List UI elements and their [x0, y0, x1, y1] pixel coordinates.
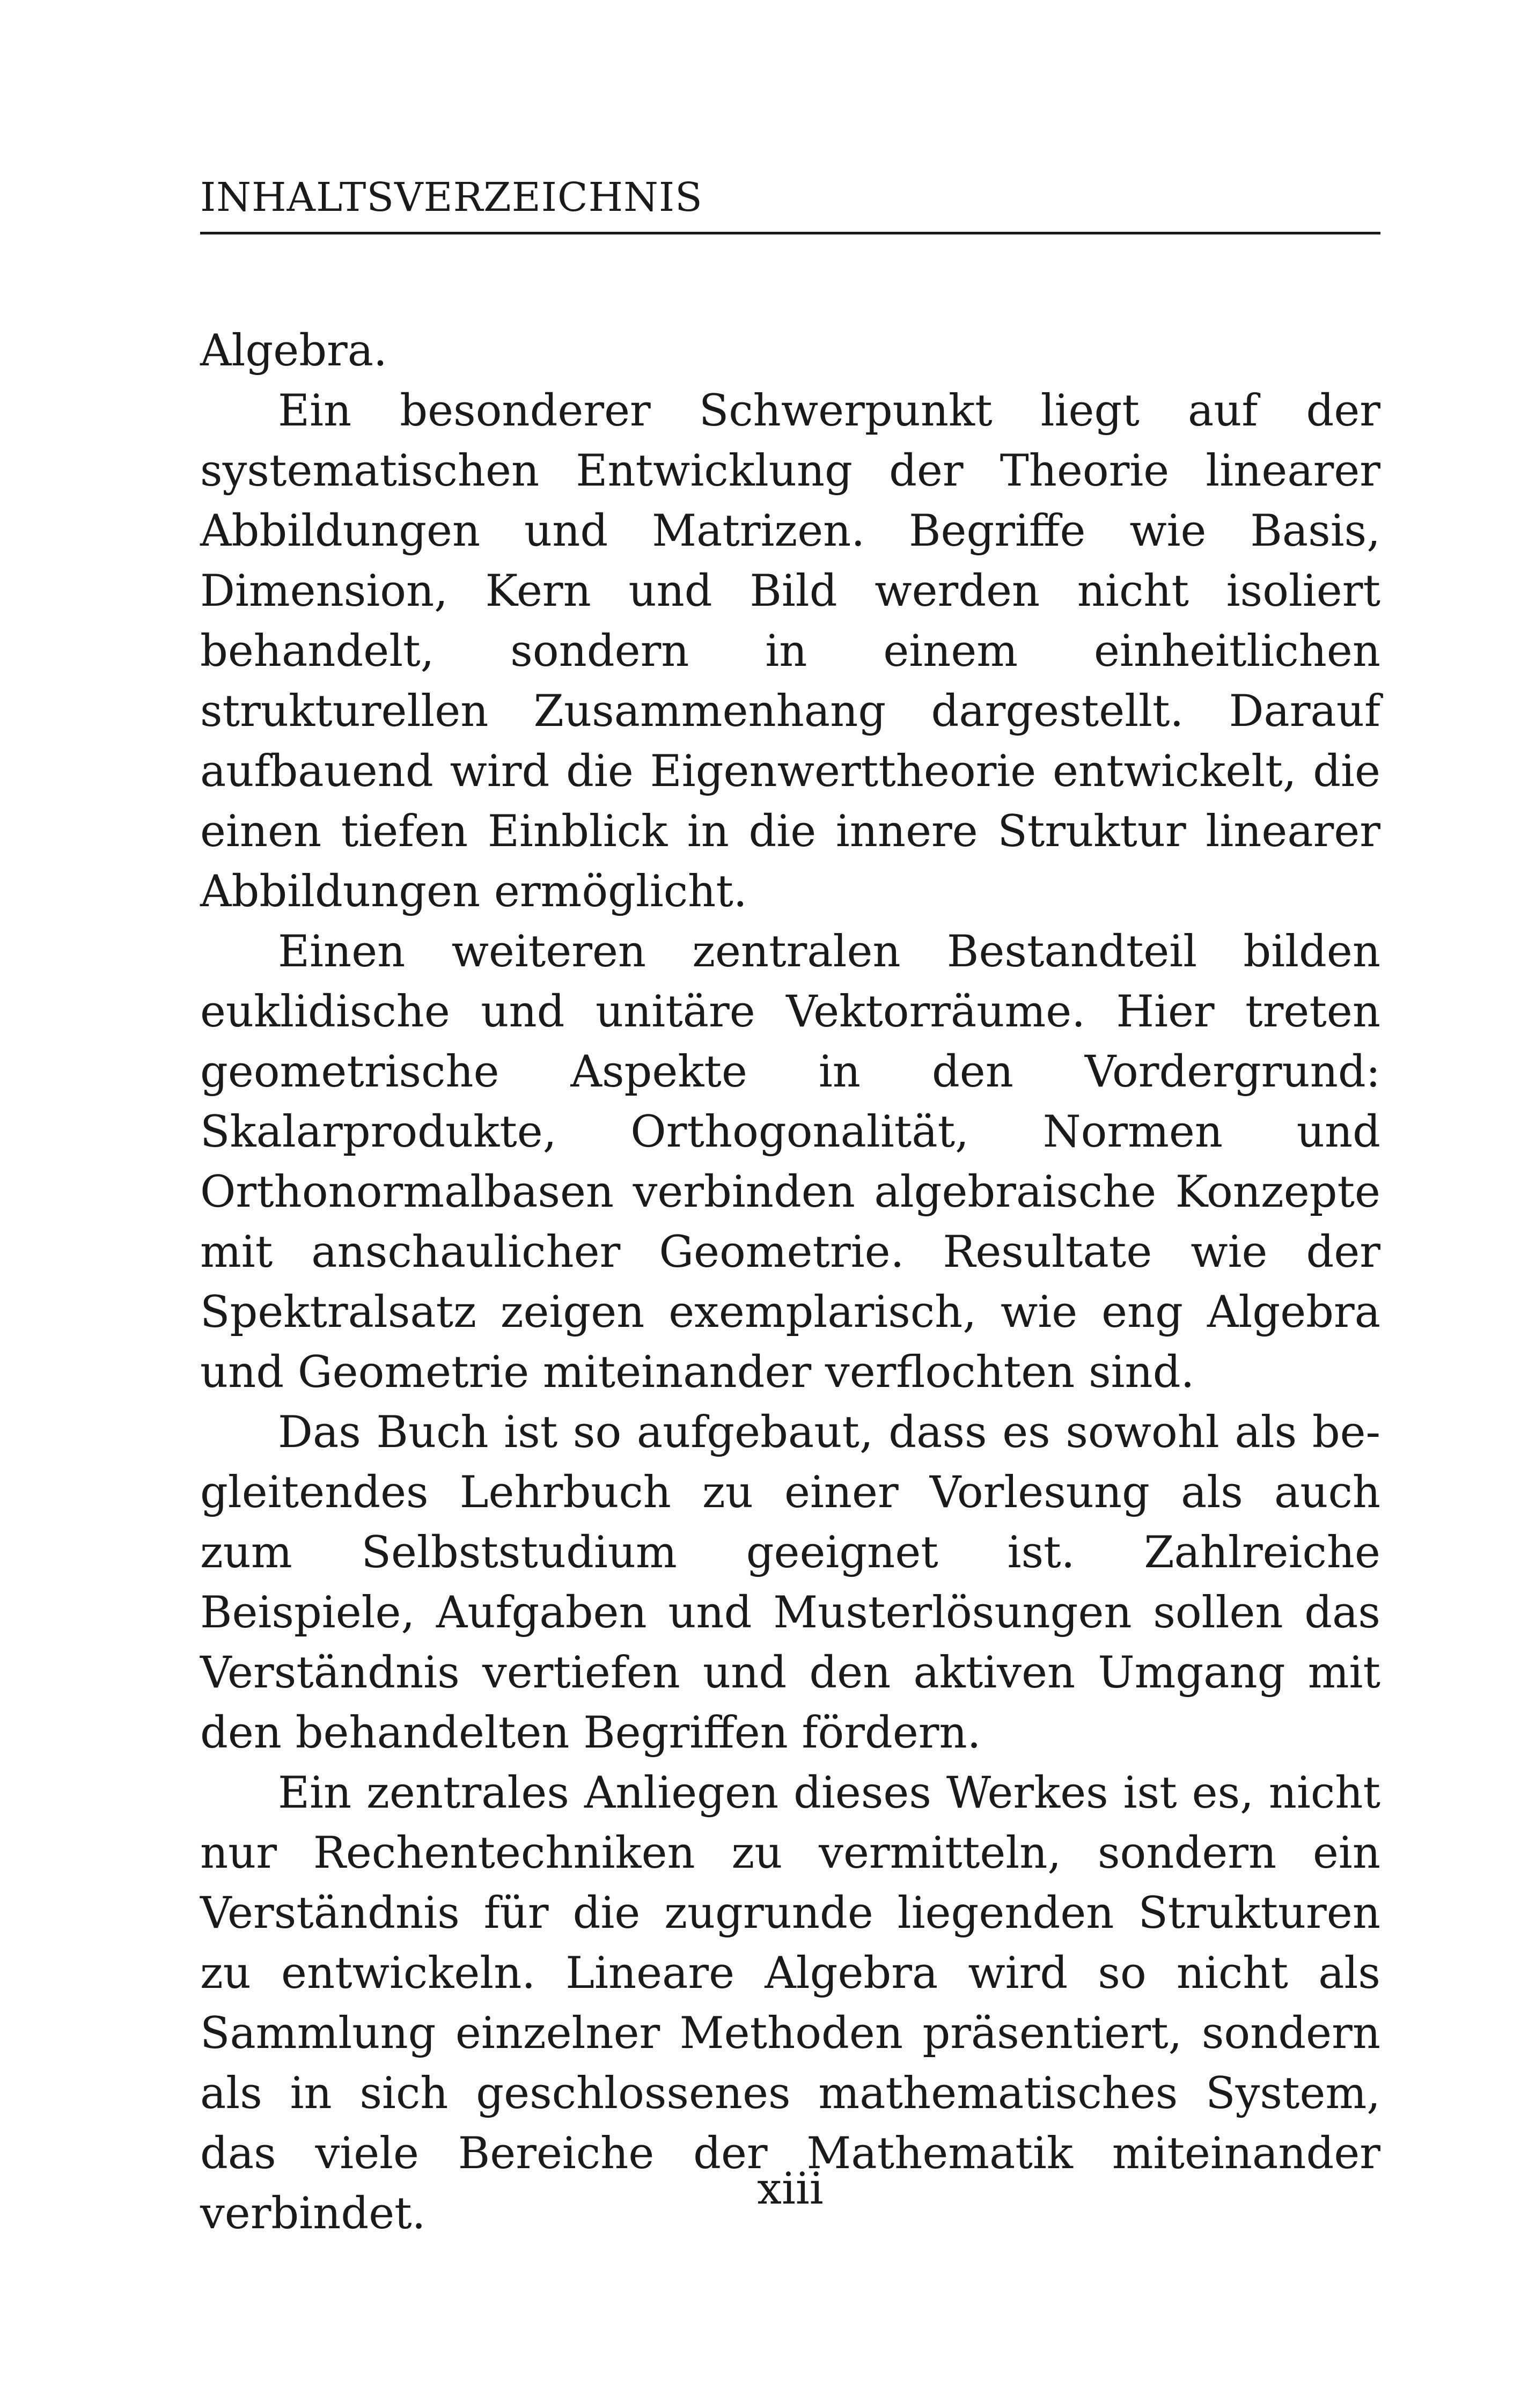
- paragraph-linear-maps: Ein besonderer Schwerpunkt liegt auf der systematischen Entwicklung der Theorie linearer Abbildungen und Matrizen. Begriffe wie Basis, Dimension, Kern und Bild werden nicht isoliert behandelt, sondern in einem einheitlichen strukturellen Zusammenhang dargestellt. Darauf aufbauend wird die Eigenwerttheorie entwickelt, die einen tiefen Einblick in die innere Struktur linearer Abbildungen ermöglicht.: [200, 386, 1380, 917]
- paragraph-euclidean-spaces: Einen weiteren zentralen Bestandteil bilden euklidische und unitäre Vektorräume. Hier treten geometrische Aspekte in den Vordergrund: Skalarprodukte, Orthogonalität, Normen und Orthonormalbasen verbinden algebraische Konzepte mit anschaulicher Geometrie. Resultate wie der Spektralsatz zeigen exemplarisch, wie eng Algebra und Geometrie miteinander verflochten sind.: [200, 927, 1380, 1398]
- running-header: INHALTSVERZEICHNIS: [200, 171, 1380, 234]
- paragraph-book-structure: Das Buch ist so aufgebaut, dass es sowohl als begleitendes Lehrbuch zu einer Vorlesung als auch zum Selbststudium geeignet ist. Zahlreiche Beispiele, Aufgaben und Musterlösungen sollen das Verständnis vertiefen und den aktiven Umgang mit den behandelten Begriffen fördern.: [200, 1407, 1380, 1758]
- paragraph-central-aim: Ein zentrales Anliegen dieses Werkes ist es, nicht nur Rechentechniken zu vermitteln, sondern ein Verständnis für die zugrunde liegenden Strukturen zu entwickeln. Lineare Algebra wird so nicht als Sammlung einzelner Methoden präsentiert, sondern als in sich geschlossenes mathematisches System, das viele Bereiche der Mathematik miteinander verbindet.: [200, 1768, 1380, 2239]
- page-number: xiii: [757, 2164, 824, 2214]
- book-page: [200, 0, 1380, 2408]
- body-text: [200, 321, 1380, 2244]
- paragraph-continuation: Algebra.: [200, 326, 387, 376]
